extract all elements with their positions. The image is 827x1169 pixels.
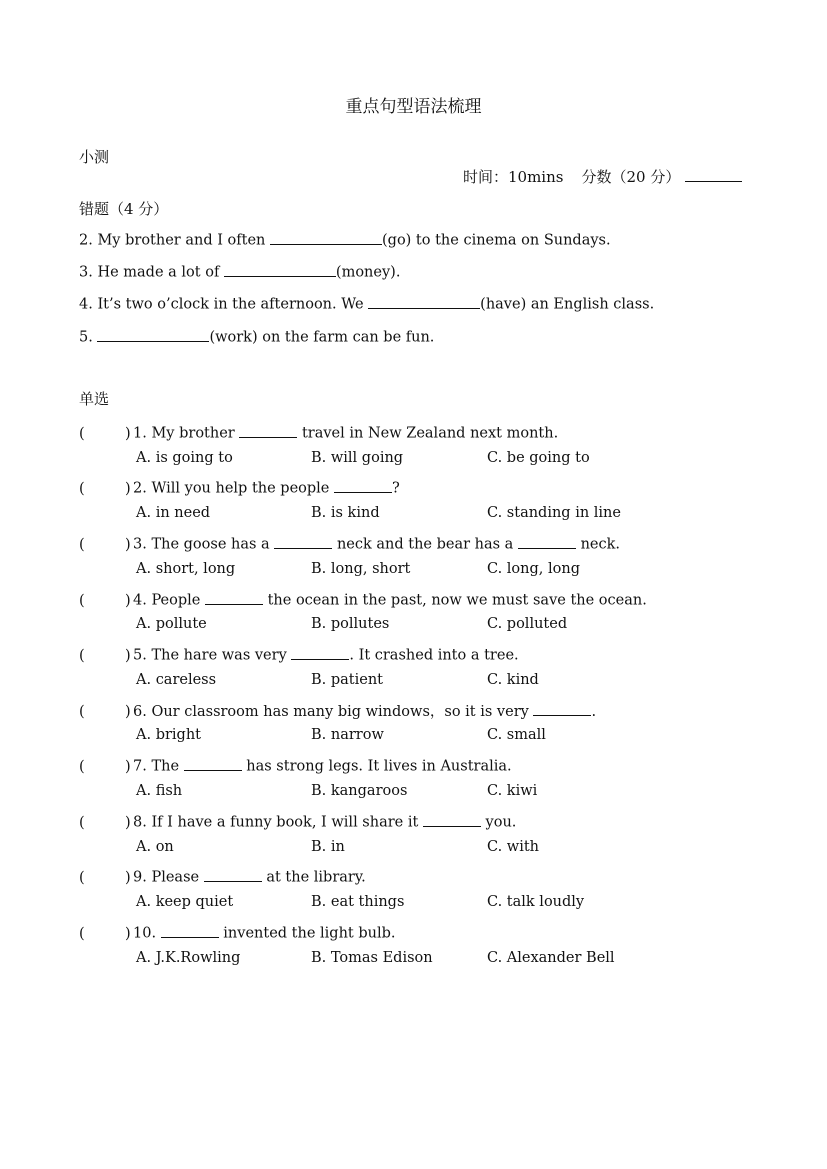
- score-label: 分数（20 分）: [581, 168, 681, 186]
- option-b: B. is kind: [311, 505, 380, 521]
- option-c: C. small: [487, 727, 546, 743]
- choice-section-heading: 单选: [79, 390, 110, 408]
- option-b: B. Tomas Edison: [311, 950, 433, 966]
- option-c: C. Alexander Bell: [487, 950, 615, 966]
- option-a: A. J.K.Rowling: [136, 950, 241, 966]
- option-c: C. long, long: [487, 561, 580, 577]
- answer-blank: [334, 477, 392, 493]
- answer-blank: [161, 922, 219, 938]
- fill-blank: [97, 326, 209, 342]
- question-line: ( ) 8. If I have a funny book, I will share it you.: [79, 811, 516, 831]
- answer-blank: [291, 644, 349, 660]
- option-a: A. careless: [136, 672, 217, 688]
- option-a: A. fish: [136, 783, 183, 799]
- option-a: A. pollute: [136, 616, 207, 632]
- answer-blank: [239, 422, 297, 438]
- option-c: C. kiwi: [487, 783, 538, 799]
- option-a: A. keep quiet: [136, 894, 234, 910]
- option-c: C. kind: [487, 672, 539, 688]
- option-b: B. patient: [311, 672, 384, 688]
- answer-blank: [533, 701, 591, 717]
- answer-blank: [423, 811, 481, 827]
- option-b: B. in: [311, 839, 345, 855]
- option-a: A. on: [136, 839, 174, 855]
- question-line: ( ) 6. Our classroom has many big windows，so it is very .: [79, 700, 596, 721]
- option-c: C. talk loudly: [487, 894, 585, 910]
- option-a: A. is going to: [136, 450, 233, 466]
- quiz-label: 小测: [79, 148, 110, 166]
- error-section-heading: 错题（4 分）: [79, 200, 169, 218]
- question-line: ( ) 7. The has strong legs. It lives in Australia.: [79, 755, 512, 775]
- error-item: 5. (work) on the farm can be fun.: [79, 326, 434, 346]
- quiz-meta: [463, 166, 742, 187]
- option-c: C. polluted: [487, 616, 568, 632]
- question-line: ( ) 3. The goose has a neck and the bear has a neck.: [79, 533, 620, 553]
- option-b: B. narrow: [311, 727, 384, 743]
- page-title: 重点句型语法梳理: [345, 97, 482, 117]
- option-a: A. bright: [136, 727, 201, 743]
- question-line: ( ) 5. The hare was very . It crashed into a tree.: [79, 644, 519, 664]
- option-a: A. in need: [136, 505, 211, 521]
- answer-blank: [205, 589, 263, 605]
- question-line: ( ) 4. People the ocean in the past, now we must save the ocean.: [79, 589, 647, 609]
- error-item: 2. My brother and I often (go) to the cinema on Sundays.: [79, 229, 611, 249]
- option-c: C. be going to: [487, 450, 590, 466]
- option-b: B. long, short: [311, 561, 411, 577]
- score-blank: [685, 166, 742, 182]
- answer-blank: [184, 755, 242, 771]
- answer-blank: [274, 533, 332, 549]
- option-c: C. with: [487, 839, 540, 855]
- option-a: A. short, long: [136, 561, 236, 577]
- question-line: ( ) 2. Will you help the people ?: [79, 477, 400, 497]
- option-c: C. standing in line: [487, 505, 621, 521]
- question-line: ( ) 1. My brother travel in New Zealand next month.: [79, 422, 558, 442]
- fill-blank: [368, 293, 480, 309]
- answer-blank: [518, 533, 576, 549]
- time-limit: 时间：10mins: [463, 168, 564, 186]
- fill-blank: [270, 229, 382, 245]
- error-item: 4. It’s two o’clock in the afternoon. We (have) an English class.: [79, 293, 654, 313]
- option-b: B. will going: [311, 450, 404, 466]
- question-line: ( ) 9. Please at the library.: [79, 866, 366, 886]
- option-b: B. eat things: [311, 894, 405, 910]
- error-item: 3. He made a lot of (money).: [79, 261, 400, 281]
- fill-blank: [224, 261, 336, 277]
- option-b: B. kangaroos: [311, 783, 408, 799]
- answer-blank: [204, 866, 262, 882]
- option-b: B. pollutes: [311, 616, 390, 632]
- question-line: ( ) 10. invented the light bulb.: [79, 922, 396, 942]
